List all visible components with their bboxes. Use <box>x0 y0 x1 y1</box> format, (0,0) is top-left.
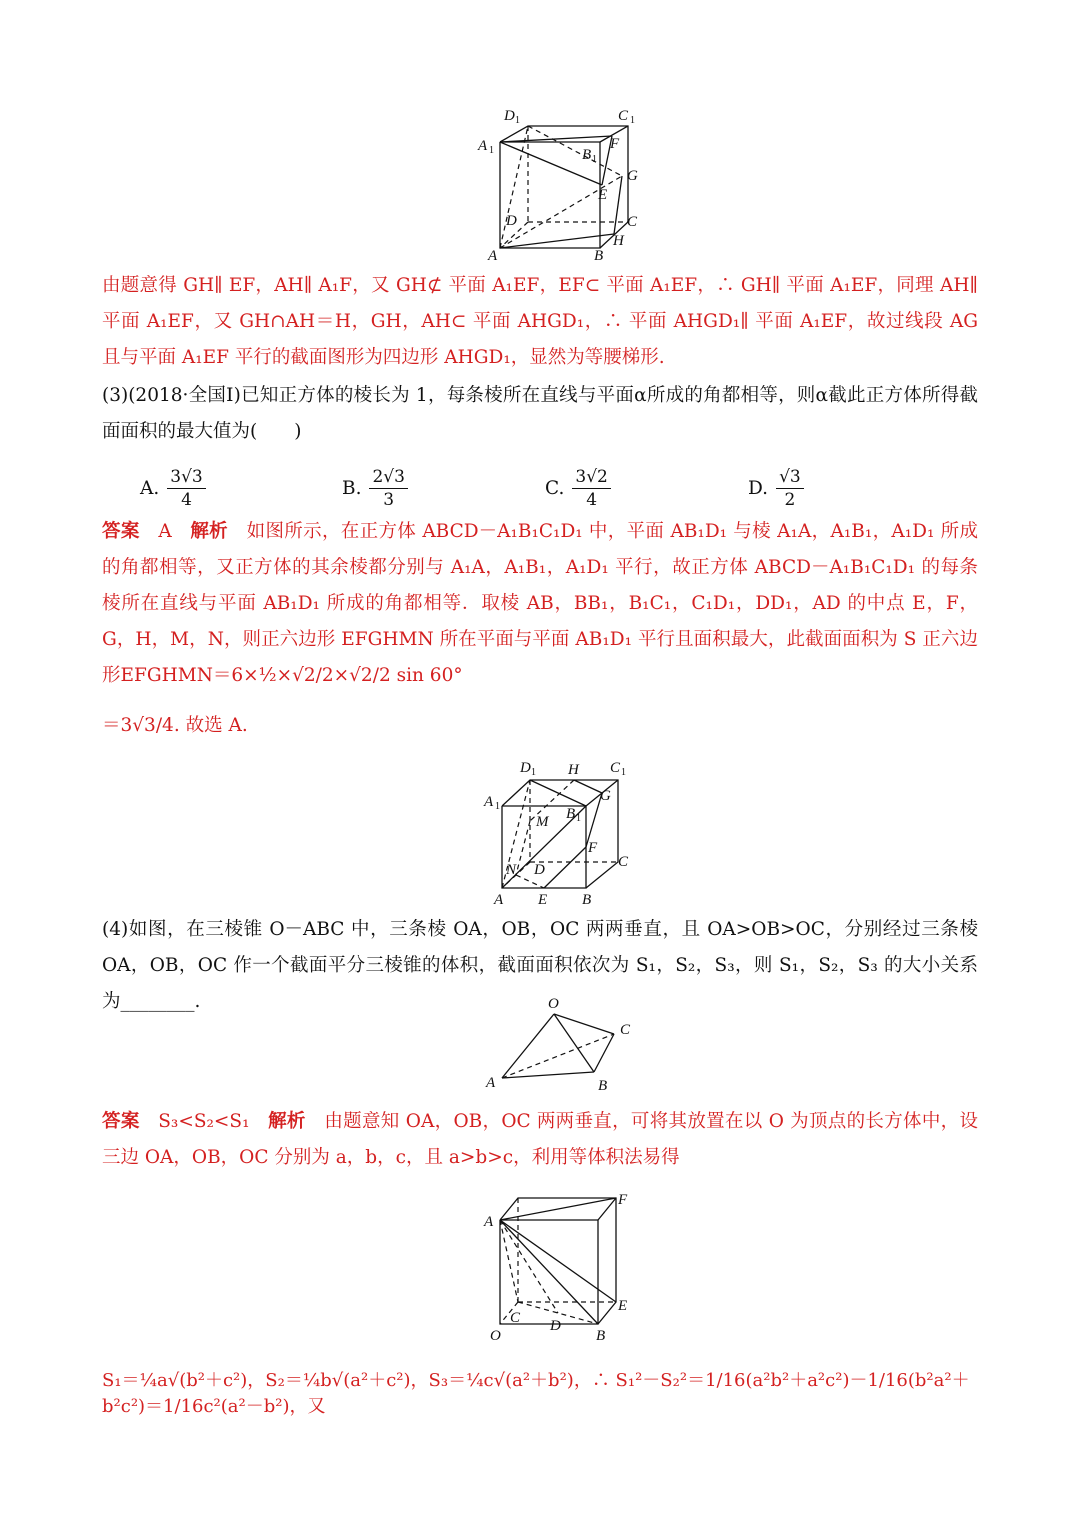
label-D1-sub: 1 <box>515 115 520 126</box>
analysis-label: 解析 <box>190 521 228 542</box>
answer-3 <box>102 514 978 744</box>
label-E: E <box>598 187 608 203</box>
answer-label: 答案 <box>102 521 140 542</box>
question-3-text: (3)(2018·全国Ⅰ)已知正方体的棱长为 1，每条棱所在直线与平面α所成的角都相等，则α截此正方体所得截面面积的最大值为( ) <box>102 385 978 442</box>
formula-text: S₁＝¼a√(b²＋c²)，S₂＝¼b√(a²＋c²)，S₃＝¼c√(a²＋b²)，∴ S₁²－S₂²＝1/16(a²b²＋a²c²)－1/16(b²a²＋b²c²)＝1/16c²(a²－b²)，又 <box>102 1370 970 1417</box>
fig2-label-D1: D <box>520 760 531 776</box>
fig4-label-D: D <box>550 1318 561 1334</box>
fig4-label-F: F <box>618 1192 628 1208</box>
formula-line <box>102 1366 982 1418</box>
option-c[interactable] <box>545 460 611 516</box>
label-A1-sub: 1 <box>489 145 494 156</box>
fig2-label-D1-sub: 1 <box>531 767 536 778</box>
label-B1: B <box>582 147 592 163</box>
question-3 <box>102 378 978 450</box>
option-a-fraction <box>167 466 205 511</box>
option-a-numerator: 3√3 <box>167 466 205 489</box>
answer-3-body <box>102 514 978 694</box>
option-d-numerator: √3 <box>776 466 804 489</box>
fig2-label-E: E <box>538 892 548 908</box>
fig2-label-D: D <box>534 862 545 878</box>
answer-4-label: 答案 <box>102 1111 140 1132</box>
fig2-label-M: M <box>536 814 549 830</box>
question-4-text: (4)如图，在三棱锥 O－ABC 中，三条棱 OA，OB，OC 两两垂直，且 OA>OB>OC，分别经过三条棱 OA，OB，OC 作一个截面平分三棱锥的体积，截面面积依次为 S₁，S₂，S₃，则 S₁，S₂，S₃ 的大小关系为________. <box>102 919 978 1012</box>
answer-4-value: S₃<S₂<S₁ <box>158 1111 250 1132</box>
label-H: H <box>613 233 624 249</box>
fig4-label-O: O <box>490 1328 501 1344</box>
option-b-numerator: 2√3 <box>369 466 407 489</box>
label-G: G <box>627 168 638 184</box>
analysis-4-label: 解析 <box>268 1111 306 1132</box>
question-3-options <box>140 460 980 520</box>
option-d-denominator: 2 <box>784 489 796 510</box>
label-C1-sub: 1 <box>630 115 635 126</box>
label-B1-sub: 1 <box>592 154 597 165</box>
fig2-label-A1-sub: 1 <box>495 801 500 812</box>
option-d-label: D. <box>748 477 769 499</box>
fig2-label-C: C <box>618 854 629 870</box>
fig4-label-A: A <box>484 1214 494 1230</box>
option-c-fraction <box>572 466 610 511</box>
label-B: B <box>594 248 604 264</box>
analysis-text: 如图所示，在正方体 ABCD－A₁B₁C₁D₁ 中，平面 AB₁D₁ 与棱 A₁A，A₁B₁，A₁D₁ 所成的角都相等，又正方体的其余棱都分别与 A₁A，A₁B₁，A₁D₁ 平行，故正方体 ABCD－A₁B₁C₁D₁ 的每条棱所在直线与平面 AB₁D₁ 所成的角都相等．取棱 AB，BB₁，B₁C₁，C₁D₁，DD₁，AD 的中点 E，F，G，H，M，N，则正六边形 EFGHMN 所在平面与平面 AB₁D₁ 平行且面积最大，此截面面积为 S 正六边形EFGHMN＝6×½×√2/2×√2/2 sin 60° <box>102 521 978 686</box>
figure-tetrahedron <box>480 992 640 1096</box>
fig2-label-B1-sub: 1 <box>576 813 581 824</box>
option-b-denominator: 3 <box>383 489 395 510</box>
label-D1: D <box>504 108 515 124</box>
fig2-label-A: A <box>494 892 504 908</box>
option-d-fraction <box>776 466 804 511</box>
option-a[interactable] <box>140 460 206 516</box>
option-c-numerator: 3√2 <box>572 466 610 489</box>
fig2-label-A1: A <box>484 794 494 810</box>
label-C1: C <box>618 108 629 124</box>
label-F: F <box>610 136 620 152</box>
option-b-fraction <box>369 466 407 511</box>
fig2-label-H: H <box>568 762 579 778</box>
fig2-label-B: B <box>582 892 592 908</box>
fig3-label-C: C <box>620 1022 631 1038</box>
fig2-label-G: G <box>600 788 611 804</box>
label-D: D <box>506 213 517 229</box>
option-b-label: B. <box>342 477 362 499</box>
label-A: A <box>488 248 498 264</box>
solution-paragraph-2 <box>102 268 978 376</box>
option-a-denominator: 4 <box>181 489 192 510</box>
answer-4 <box>102 1104 978 1176</box>
option-c-denominator: 4 <box>586 489 598 510</box>
analysis-conclusion: ＝3√3/4. 故选 A. <box>102 715 248 736</box>
fig2-label-C1-sub: 1 <box>621 767 626 778</box>
analysis-4-text: 由题意知 OA，OB，OC 两两垂直，可将其放置在以 O 为顶点的长方体中，设三边 OA，OB，OC 分别为 a，b，c，且 a>b>c，利用等体积法易得 <box>102 1111 978 1168</box>
fig4-label-E: E <box>618 1298 628 1314</box>
option-a-label: A. <box>140 477 160 499</box>
label-A1: A <box>478 138 488 154</box>
fig2-label-N: N <box>506 862 517 878</box>
fig3-label-A: A <box>486 1075 496 1091</box>
label-C: C <box>627 214 638 230</box>
figure-cube-2 <box>480 752 650 910</box>
fig4-label-C: C <box>510 1310 521 1326</box>
fig3-label-O: O <box>548 996 559 1012</box>
solution-text: 由题意得 GH∥ EF，AH∥ A₁F，又 GH⊄ 平面 A₁EF，EF⊂ 平面 A₁EF，∴ GH∥ 平面 A₁EF，同理 AH∥ 平面 A₁EF，又 GH∩AH＝H，GH，AH⊂ 平面 AHGD₁，∴ 平面 AHGD₁∥ 平面 A₁EF，故过线段 AG 且与平面 A₁EF 平行的截面图形为四边形 AHGD₁，显然为等腰梯形. <box>102 275 978 368</box>
fig3-label-B: B <box>598 1078 608 1094</box>
figure-cube-1 <box>470 100 650 265</box>
option-c-label: C. <box>545 477 565 499</box>
fig2-label-F: F <box>588 840 598 856</box>
answer-4-body <box>102 1104 978 1176</box>
fig2-label-B1: B <box>566 806 576 822</box>
fig2-label-C1: C <box>610 760 621 776</box>
option-d[interactable] <box>748 460 804 516</box>
figure-cuboid <box>478 1184 648 1344</box>
fig4-label-B: B <box>596 1328 606 1344</box>
option-b[interactable] <box>342 460 408 516</box>
answer-value: A <box>158 521 172 542</box>
